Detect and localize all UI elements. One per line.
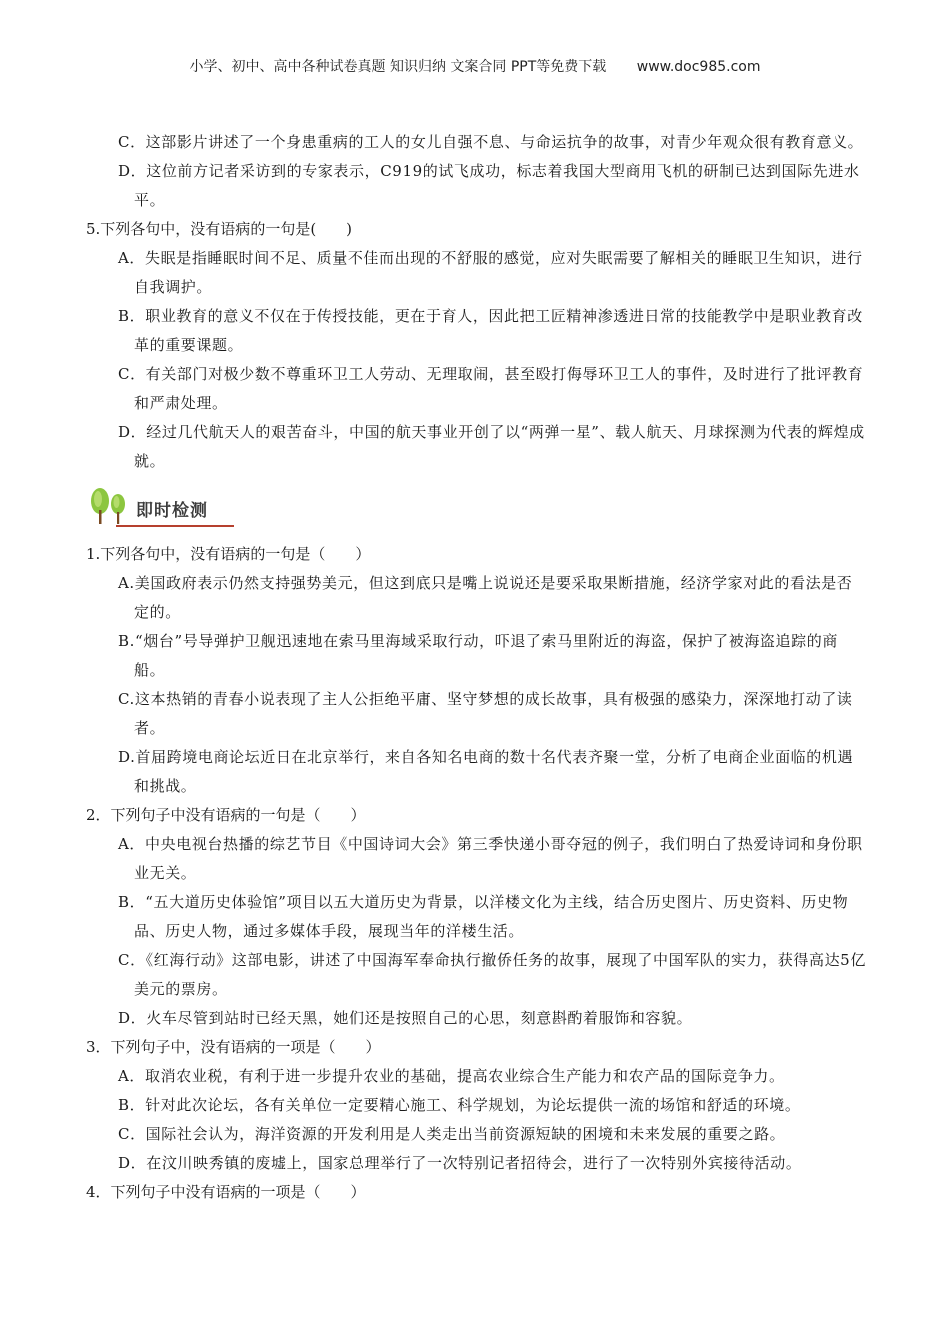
option-d: D.首届跨境电商论坛近日在北京举行，来自各知名电商的数十名代表齐聚一堂，分析了电商企业面临的机遇和挑战。: [118, 748, 854, 795]
question-stem: 4．下列句子中没有语病的一项是（ ）: [86, 1183, 366, 1201]
option-b: B.“烟台”号导弹护卫舰迅速地在索马里海域采取行动，吓退了索马里附近的海盗，保护了被海盗追踪的商船。: [118, 632, 838, 679]
question-3: [86, 1033, 866, 1178]
header-text: 小学、初中、高中各种试卷真题 知识归纳 文案合同 PPT等免费下载: [189, 59, 607, 75]
tree-icon: [86, 486, 134, 526]
option-a: A．中央电视台热播的综艺节目《中国诗词大会》第三季快递小哥夺冠的例子，我们明白了热爱诗词和身份职业无关。: [118, 835, 863, 882]
option-a: A．失眠是指睡眠时间不足、质量不佳而出现的不舒服的感觉，应对失眠需要了解相关的睡眠卫生知识，进行自我调护。: [118, 249, 863, 296]
option-d: D．火车尽管到站时已经天黑，她们还是按照自己的心思，刻意斟酌着服饰和容貌。: [118, 1009, 693, 1027]
question-4: [86, 1178, 866, 1207]
section-underline: [116, 525, 234, 527]
question-stem: 1.下列各句中，没有语病的一句是（ ）: [86, 545, 371, 563]
option-c: C.这本热销的青春小说表现了主人公拒绝平庸、坚守梦想的成长故事，具有极强的感染力，深深地打动了读者。: [118, 690, 853, 737]
option-c: C．有关部门对极少数不尊重环卫工人劳动、无理取闹，甚至殴打侮辱环卫工人的事件，及时进行了批评教育和严肃处理。: [118, 365, 864, 412]
option-c: C．《红海行动》这部电影，讲述了中国海军奉命执行撤侨任务的故事，展现了中国军队的实力，获得高达5亿美元的票房。: [118, 951, 866, 998]
option-c: C．这部影片讲述了一个身患重病的工人的女儿自强不息、与命运抗争的故事，对青少年观众很有教育意义。: [118, 133, 864, 151]
option-b: B．职业教育的意义不仅在于传授技能，更在于育人，因此把工匠精神渗透进日常的技能教学中是职业教育改革的重要课题。: [118, 307, 863, 354]
section-title: 即时检测: [136, 501, 208, 521]
question-stem: 5.下列各句中，没有语病的一句是( ): [86, 220, 353, 238]
question-stem: 3．下列句子中，没有语病的一项是（ ）: [86, 1038, 381, 1056]
option-d: D．经过几代航天人的艰苦奋斗，中国的航天事业开创了以“两弹一星”、载人航天、月球探测为代表的辉煌成就。: [118, 423, 865, 470]
header-site: www.doc985.com: [636, 59, 761, 75]
option-b: B．“五大道历史体验馆”项目以五大道历史为背景，以洋楼文化为主线，结合历史图片、历史资料、历史物品、历史人物，通过多媒体手段，展现当年的洋楼生活。: [118, 893, 849, 940]
question-5: [86, 215, 866, 476]
option-b: B．针对此次论坛，各有关单位一定要精心施工、科学规划，为论坛提供一流的场馆和舒适的环境。: [118, 1096, 801, 1114]
question-1: [86, 540, 866, 801]
option-d: D．这位前方记者采访到的专家表示，C919的试飞成功，标志着我国大型商用飞机的研制已达到国际先进水平。: [118, 162, 860, 209]
page-header: [0, 56, 950, 76]
option-c: C．国际社会认为，海洋资源的开发利用是人类走出当前资源短缺的困境和未来发展的重要之路。: [118, 1125, 786, 1143]
option-a: A．取消农业税，有利于进一步提升农业的基础，提高农业综合生产能力和农产品的国际竞争力。: [118, 1067, 785, 1085]
prev-question-options: [86, 128, 866, 215]
option-a: A.美国政府表示仍然支持强势美元，但这到底只是嘴上说说还是要采取果断措施，经济学家对此的看法是否定的。: [118, 574, 853, 621]
question-2: [86, 801, 866, 1033]
question-stem: 2．下列句子中没有语病的一句是（ ）: [86, 806, 366, 824]
section-heading: [86, 484, 866, 534]
option-d: D．在汶川映秀镇的废墟上，国家总理举行了一次特别记者招待会，进行了一次特别外宾接待活动。: [118, 1154, 802, 1172]
document-body: [86, 128, 866, 1207]
